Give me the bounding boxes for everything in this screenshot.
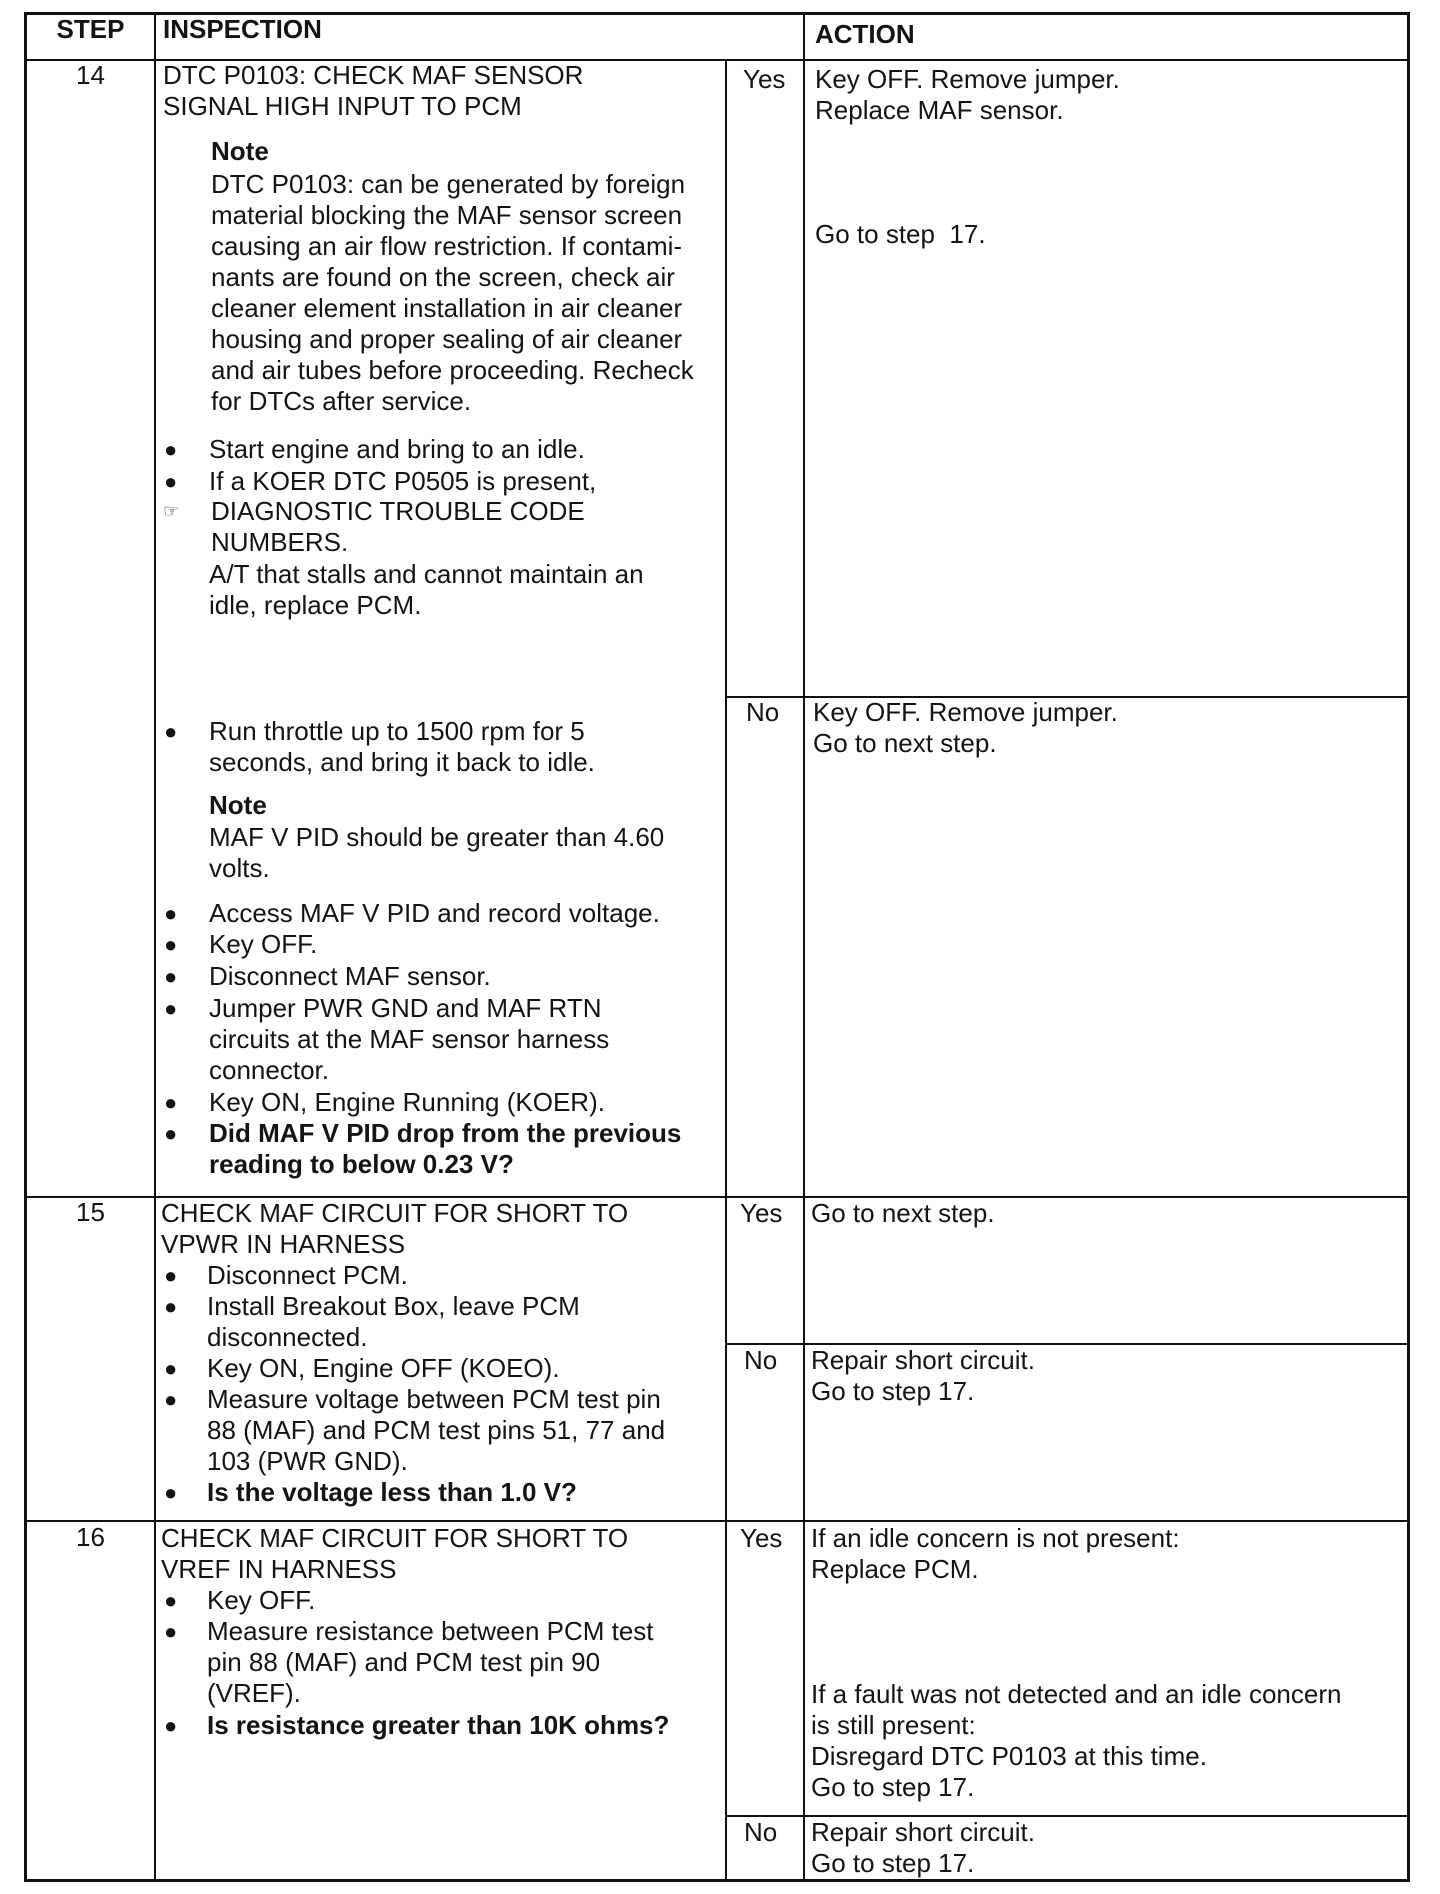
step14-bullet7: Jumper PWR GND and MAF RTN circuits at the MAF sensor harness connector. — [209, 993, 610, 1085]
step16-title: CHECK MAF CIRCUIT FOR SHORT TO VREF IN HARNESS — [161, 1523, 629, 1584]
action-column-divider — [803, 12, 805, 1882]
step15-yes-label: Yes — [740, 1198, 783, 1228]
bullet-icon: ● — [164, 964, 178, 989]
step15-bullet4: Measure voltage between PCM test pin 88 (MAF) and PCM test pins 51, 77 and 103 (PWR GND). — [207, 1384, 666, 1476]
bullet-icon: ● — [164, 1713, 178, 1738]
bullet-icon: ● — [164, 1356, 178, 1381]
step14-bullet9: Did MAF V PID drop from the previous reading to below 0.23 V? — [209, 1118, 682, 1179]
step16-bullet1: Key OFF. — [207, 1585, 316, 1615]
step15-no-action: Repair short circuit. Go to step 17. — [811, 1345, 1035, 1406]
bullet-icon: ● — [164, 1480, 178, 1505]
step14-bullet6: Disconnect MAF sensor. — [209, 961, 491, 991]
step14-bullet8: Key ON, Engine Running (KOER). — [209, 1087, 605, 1117]
step14-ref-text: DIAGNOSTIC TROUBLE CODE NUMBERS. — [211, 496, 585, 557]
step15-16-divider — [24, 1520, 1410, 1522]
step14-no-action: Key OFF. Remove jumper. Go to next step. — [813, 697, 1118, 758]
table-border-left — [24, 12, 27, 1882]
step14-title: DTC P0103: CHECK MAF SENSOR SIGNAL HIGH INPUT TO PCM — [163, 60, 584, 121]
step14-note1-text: DTC P0103: can be generated by foreign material blocking the MAF sensor screen causing an air flow restriction. If contami- nants are found on the screen, check air cleaner element installation in air cleaner housing and proper sealing of air cleaner and air tubes before proceeding. Recheck for DTCs after service. — [211, 169, 694, 416]
step14-no-label: No — [746, 697, 780, 727]
step14-yes-label: Yes — [743, 64, 786, 94]
bullet-icon: ● — [164, 901, 178, 926]
step14-bullet4: Access MAF V PID and record voltage. — [209, 898, 660, 928]
step14-note2-text: MAF V PID should be greater than 4.60 volts. — [209, 822, 665, 883]
step15-no-label: No — [744, 1345, 778, 1375]
table-border-bottom — [24, 1879, 1410, 1882]
header-inspection: INSPECTION — [163, 14, 322, 44]
step14-note1-label: Note — [211, 136, 269, 166]
step14-ref-cont: A/T that stalls and cannot maintain an idle, replace PCM. — [209, 559, 644, 620]
inspection-column-divider — [725, 59, 727, 1882]
step16-yes-action1: If an idle concern is not present: Replace PCM. — [811, 1523, 1180, 1584]
table-border-right — [1407, 12, 1410, 1882]
step16-no-action: Repair short circuit. Go to step 17. — [811, 1817, 1035, 1878]
bullet-icon: ● — [164, 1263, 178, 1288]
step14-bullet1: Start engine and bring to an idle. — [209, 434, 585, 464]
step15-yes-action: Go to next step. — [811, 1198, 995, 1228]
step16-yes-label: Yes — [740, 1523, 783, 1553]
pointing-hand-icon: ☞ — [163, 501, 180, 521]
bullet-icon: ● — [164, 1588, 178, 1613]
step15-bullet3: Key ON, Engine OFF (KOEO). — [207, 1353, 560, 1383]
step15-bullet1: Disconnect PCM. — [207, 1260, 408, 1290]
bullet-icon: ● — [164, 1294, 178, 1319]
step15-title: CHECK MAF CIRCUIT FOR SHORT TO VPWR IN HARNESS — [161, 1198, 629, 1259]
step15-bullet2: Install Breakout Box, leave PCM disconnected. — [207, 1291, 580, 1352]
step16-bullet2: Measure resistance between PCM test pin 88 (MAF) and PCM test pin 90 (VREF). — [207, 1616, 654, 1708]
bullet-icon: ● — [164, 1090, 178, 1115]
bullet-icon: ● — [164, 1387, 178, 1412]
step15-bullet5: Is the voltage less than 1.0 V? — [207, 1477, 577, 1507]
step16-no-label: No — [744, 1817, 778, 1847]
step15-number: 15 — [76, 1197, 105, 1227]
step16-number: 16 — [76, 1522, 105, 1552]
bullet-icon: ● — [164, 996, 178, 1021]
step14-number: 14 — [76, 60, 105, 90]
bullet-icon: ● — [164, 1619, 178, 1644]
step14-bullet5: Key OFF. — [209, 929, 318, 959]
step14-yes-action2: Go to step 17. — [815, 219, 986, 249]
bullet-icon: ● — [164, 437, 178, 462]
step-column-divider — [154, 12, 156, 1882]
step14-bullet3: Run throttle up to 1500 rpm for 5 seconds, and bring it back to idle. — [209, 716, 595, 777]
header-step: STEP — [56, 14, 125, 44]
step16-bullet3: Is resistance greater than 10K ohms? — [207, 1710, 670, 1740]
header-action: ACTION — [815, 19, 915, 49]
step14-note2-label: Note — [209, 790, 267, 820]
bullet-icon: ● — [164, 932, 178, 957]
step16-yes-action2: If a fault was not detected and an idle concern is still present: Disregard DTC P0103 at this time. Go to step 17. — [811, 1679, 1342, 1802]
step14-yes-action1: Key OFF. Remove jumper. Replace MAF sensor. — [815, 64, 1120, 125]
bullet-icon: ● — [164, 1121, 178, 1146]
bullet-icon: ● — [164, 469, 178, 494]
step14-bullet2: If a KOER DTC P0505 is present, — [209, 466, 597, 496]
bullet-icon: ● — [164, 719, 178, 744]
